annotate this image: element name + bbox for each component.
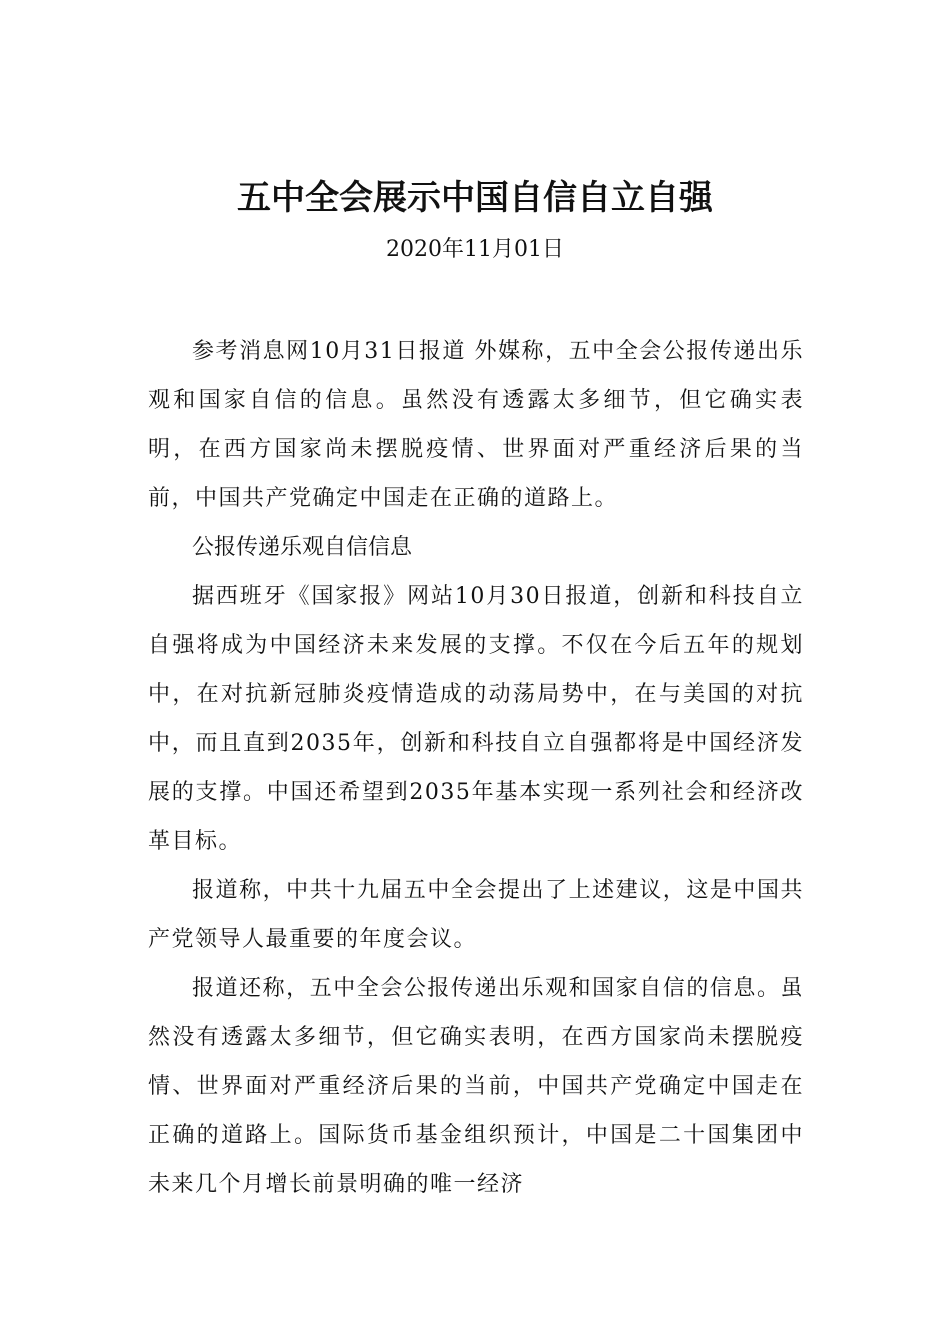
paragraph-intro: 参考消息网10月31日报道 外媒称，五中全会公报传递出乐观和国家自信的信息。虽然没有透露太多细节，但它确实表明，在西方国家尚未摆脱疫情、世界面对严重经济后果的当前，中国共产党确定中国走在正确的道路上。 xyxy=(148,339,804,511)
paragraph-el-pais: 据西班牙《国家报》网站10月30日报道，创新和科技自立自强将成为中国经济未来发展的支撑。不仅在今后五年的规划中，在对抗新冠肺炎疫情造成的动荡局势中，在与美国的对抗中，而且直到2035年，创新和科技自立自强都将是中国经济发展的支撑。中国还希望到2035年基本实现一系列社会和经济改革目标。 xyxy=(148,584,804,854)
document-date: 2020年11月01日 xyxy=(386,237,564,262)
document-title: 五中全会展示中国自信自立自强 xyxy=(237,178,713,218)
paragraph-report-continued: 报道还称，五中全会公报传递出乐观和国家自信的信息。虽然没有透露太多细节，但它确实表明，在西方国家尚未摆脱疫情、世界面对严重经济后果的当前，中国共产党确定中国走在正确的道路上。国际货币基金组织预计，中国是二十国集团中未来几个月增长前景明确的唯一经济 xyxy=(148,976,804,1197)
document-body xyxy=(148,327,804,1209)
section-heading: 公报传递乐观自信信息 xyxy=(192,535,413,560)
paragraph-plenum: 报道称，中共十九届五中全会提出了上述建议，这是中国共产党领导人最重要的年度会议。 xyxy=(148,878,804,952)
